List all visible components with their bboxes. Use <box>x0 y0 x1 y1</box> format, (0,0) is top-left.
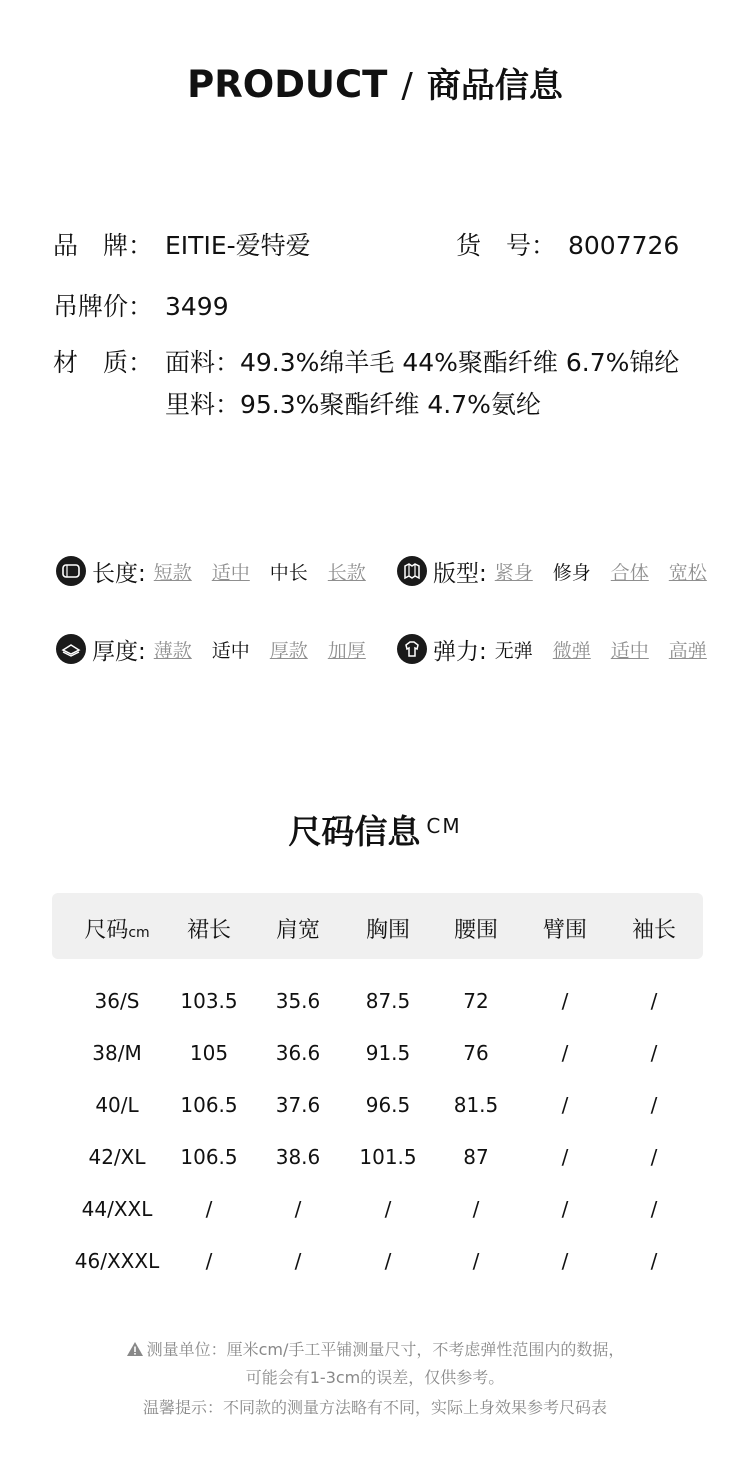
option-regular: 合体 <box>610 561 649 584</box>
brand-value: EITIE-爱特爱 <box>165 231 311 260</box>
cell-skirt-length: 105 <box>189 1041 229 1065</box>
attr-label: 弹力: <box>433 638 487 665</box>
cell-waist: 76 <box>463 1041 489 1065</box>
attr-label: 长度: <box>92 560 146 587</box>
option-loose: 宽松 <box>668 561 707 584</box>
sku-value: 8007726 <box>568 231 680 260</box>
cell-size: 40/L <box>95 1093 139 1117</box>
note-line-1 <box>0 1337 750 1360</box>
cell-size: 36/S <box>94 989 140 1013</box>
attr-thickness <box>56 632 366 666</box>
cell-arm: / <box>561 1145 569 1169</box>
cell-skirt-length: 106.5 <box>180 1093 238 1117</box>
brand-row <box>53 226 311 262</box>
cell-arm: / <box>561 1197 569 1221</box>
sku-label: 货 号： <box>456 231 557 260</box>
cell-shoulder: 38.6 <box>275 1145 321 1169</box>
cell-sleeve: / <box>650 989 658 1013</box>
attr-elasticity <box>397 632 707 666</box>
cell-bust: 91.5 <box>365 1041 411 1065</box>
option-medium: 适中 <box>211 639 250 662</box>
cell-waist: / <box>472 1249 480 1273</box>
length-icon <box>56 556 86 586</box>
attr-label: 厚度: <box>92 638 146 665</box>
size-title <box>0 806 750 853</box>
price-value: 3499 <box>165 292 229 321</box>
cell-shoulder: 36.6 <box>275 1041 321 1065</box>
option-short: 短款 <box>153 561 192 584</box>
cell-sleeve: / <box>650 1249 658 1273</box>
cell-waist: 87 <box>463 1145 489 1169</box>
cell-skirt-length: 103.5 <box>180 989 238 1013</box>
price-row <box>53 287 229 323</box>
header-sleeve: 袖长 <box>631 918 677 943</box>
header-bust: 胸围 <box>365 918 411 943</box>
cell-bust: / <box>384 1197 392 1221</box>
option-thick: 厚款 <box>269 639 308 662</box>
header-size-label: 尺码 <box>84 918 129 943</box>
price-label: 吊牌价： <box>53 292 154 321</box>
note-line-3: 温馨提示：不同款的测量方法略有不同，实际上身效果参考尺码表 <box>142 1398 607 1417</box>
cell-sleeve: / <box>650 1093 658 1117</box>
header-arm: 臂围 <box>542 918 588 943</box>
title-separator: / <box>401 66 413 106</box>
title-en: PRODUCT <box>187 63 388 106</box>
title-cn: 商品信息 <box>426 66 563 106</box>
material-lining: 里料：95.3%聚酯纤维 4.7%氨纶 <box>165 390 541 419</box>
cell-waist: 81.5 <box>453 1093 499 1117</box>
cell-bust: 96.5 <box>365 1093 411 1117</box>
cell-skirt-length: / <box>205 1197 213 1221</box>
cell-arm: / <box>561 1093 569 1117</box>
option-medium: 适中 <box>610 639 649 662</box>
cell-bust: 87.5 <box>365 989 411 1013</box>
option-none: 无弹 <box>494 639 533 662</box>
cell-skirt-length: 106.5 <box>180 1145 238 1169</box>
size-unit: CM <box>426 814 462 838</box>
option-high: 高弹 <box>668 639 707 662</box>
cell-arm: / <box>561 989 569 1013</box>
cell-shoulder: 37.6 <box>275 1093 321 1117</box>
option-thin: 薄款 <box>153 639 192 662</box>
cell-size: 38/M <box>92 1041 142 1065</box>
material-row <box>53 343 679 379</box>
size-table-header <box>52 893 703 959</box>
material-shell: 面料：49.3%绵羊毛 44%聚酯纤维 6.7%锦纶 <box>165 348 680 377</box>
material-label: 材 质： <box>53 348 154 377</box>
warning-icon <box>126 1341 144 1357</box>
header-size-unit: cm <box>128 925 150 941</box>
option-slim: 修身 <box>552 561 591 584</box>
header-size <box>84 913 149 944</box>
option-medium: 适中 <box>211 561 250 584</box>
option-mid-long: 中长 <box>269 561 308 584</box>
header-waist: 腰围 <box>453 918 499 943</box>
sku-row <box>456 226 679 262</box>
option-slight: 微弹 <box>552 639 591 662</box>
header-skirt-length: 裙长 <box>186 918 232 943</box>
page-title <box>0 58 750 107</box>
cell-bust: / <box>384 1249 392 1273</box>
cell-shoulder: / <box>294 1197 302 1221</box>
cell-waist: / <box>472 1197 480 1221</box>
option-extra-thick: 加厚 <box>327 639 366 662</box>
size-title-text: 尺码信息 <box>288 812 421 851</box>
note-text-1: 测量单位：厘米cm/手工平铺测量尺寸，不考虑弹性范围内的数据， <box>146 1340 625 1359</box>
cell-sleeve: / <box>650 1041 658 1065</box>
option-tight: 紧身 <box>494 561 533 584</box>
cell-size: 46/XXXL <box>74 1249 160 1273</box>
elasticity-icon <box>397 634 427 664</box>
option-long: 长款 <box>327 561 366 584</box>
attr-length <box>56 554 366 588</box>
attr-label: 版型: <box>433 560 487 587</box>
note-line-2: 可能会有1-3cm的误差，仅供参考。 <box>245 1368 505 1387</box>
brand-label: 品 牌： <box>53 231 154 260</box>
thickness-icon <box>56 634 86 664</box>
header-shoulder: 肩宽 <box>275 918 321 943</box>
cell-size: 42/XL <box>88 1145 146 1169</box>
cell-sleeve: / <box>650 1197 658 1221</box>
cell-arm: / <box>561 1041 569 1065</box>
cell-shoulder: 35.6 <box>275 989 321 1013</box>
cell-shoulder: / <box>294 1249 302 1273</box>
cell-waist: 72 <box>463 989 489 1013</box>
attr-fit <box>397 554 707 588</box>
fit-icon <box>397 556 427 586</box>
cell-arm: / <box>561 1249 569 1273</box>
cell-sleeve: / <box>650 1145 658 1169</box>
cell-size: 44/XXL <box>81 1197 153 1221</box>
cell-bust: 101.5 <box>359 1145 417 1169</box>
cell-skirt-length: / <box>205 1249 213 1273</box>
